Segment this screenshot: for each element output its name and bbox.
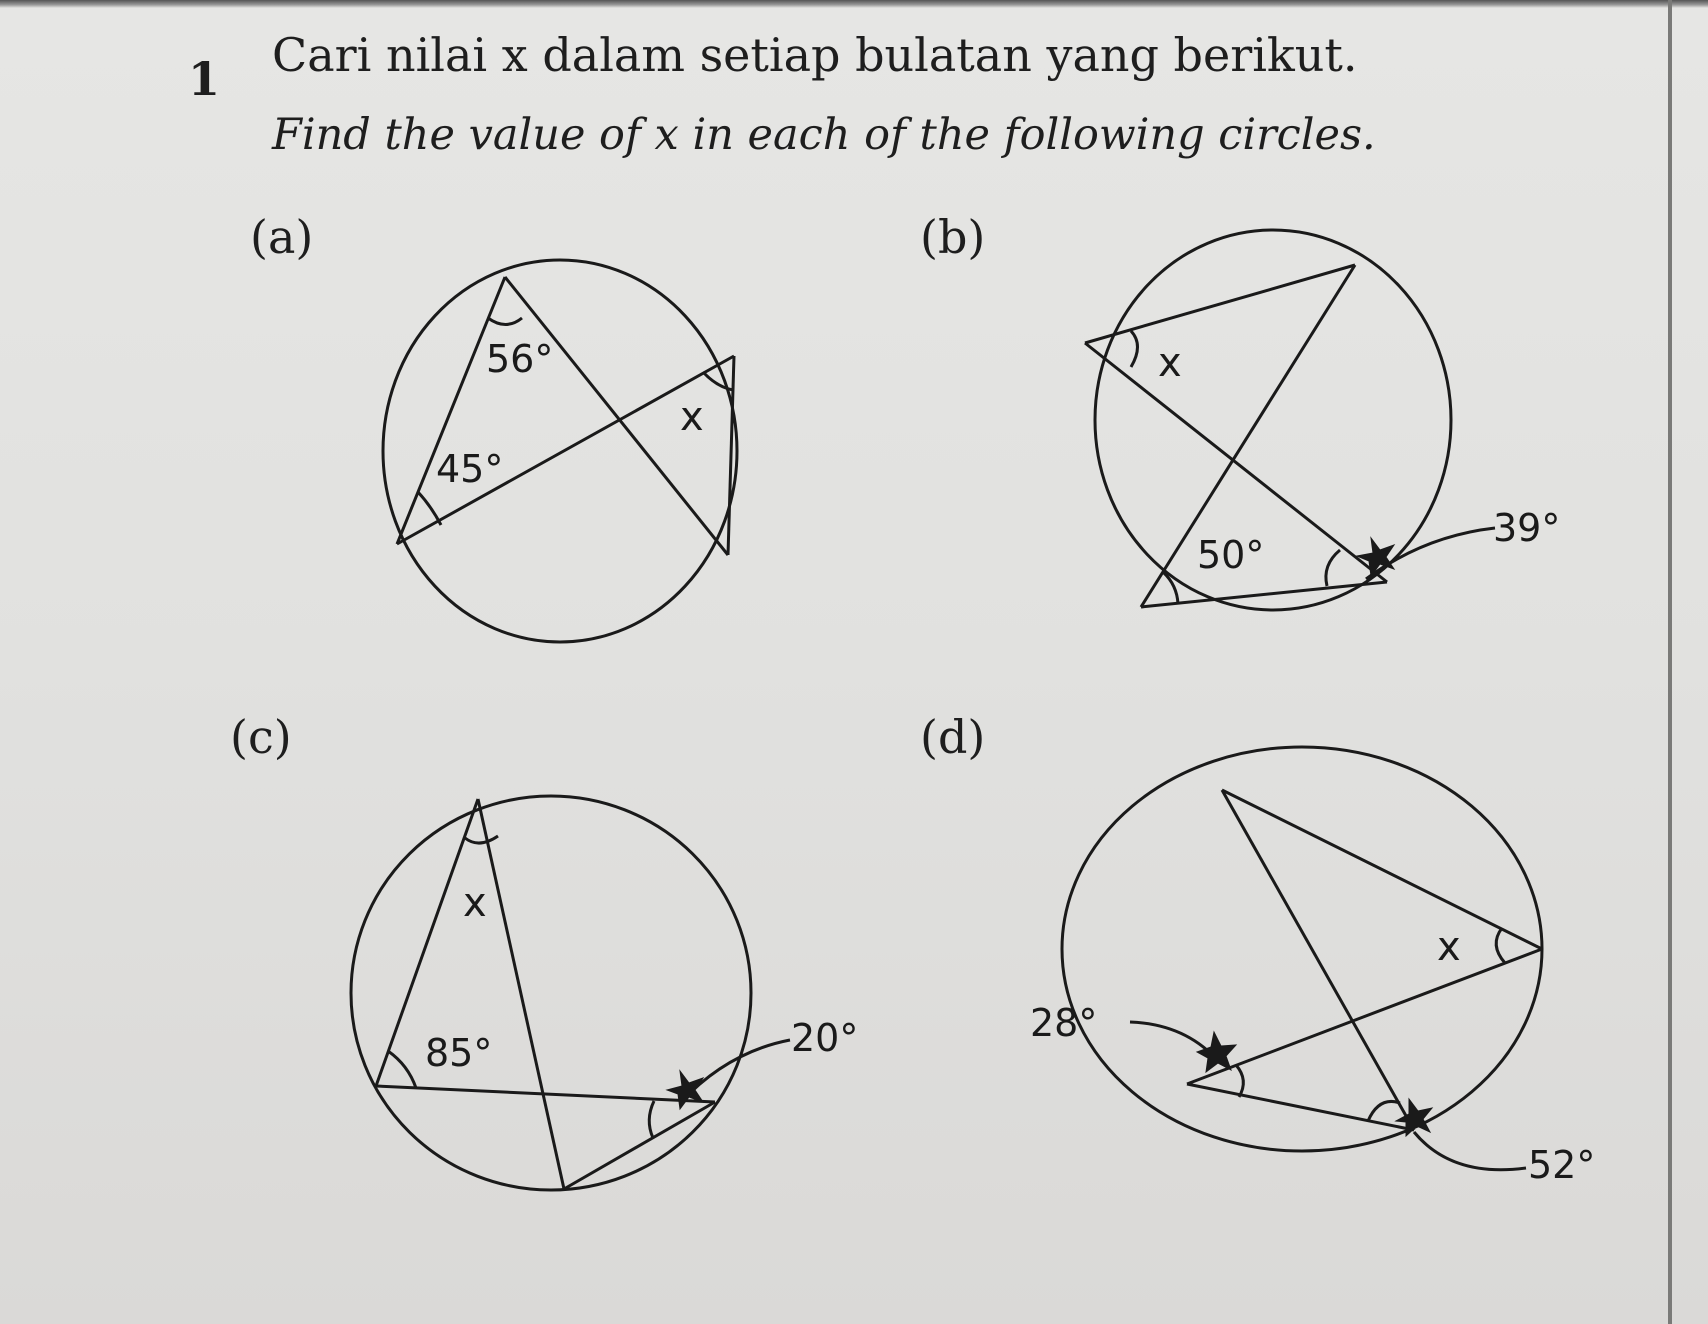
arrow-icon-d2 bbox=[1396, 1099, 1432, 1136]
figure-c bbox=[351, 796, 790, 1190]
angle-arc-b-x bbox=[1131, 331, 1138, 367]
angle-arc-a-56 bbox=[488, 318, 522, 325]
arrow-icon-c bbox=[667, 1071, 703, 1109]
angle-arc-c-20 bbox=[649, 1101, 654, 1138]
angle-arc-c-85 bbox=[388, 1051, 416, 1088]
part-label-d: (d) bbox=[920, 710, 986, 764]
angle-label-c-20: 20° bbox=[791, 1016, 859, 1060]
circle-d bbox=[1062, 747, 1542, 1151]
angle-arc-d-x bbox=[1496, 928, 1505, 963]
angle-label-b-39: 39° bbox=[1493, 506, 1561, 550]
angle-arc-a-45 bbox=[418, 492, 441, 525]
angle-label-a-56: 56° bbox=[486, 337, 554, 381]
angle-arc-b-39 bbox=[1326, 550, 1340, 586]
angle-label-d-52: 52° bbox=[1528, 1143, 1596, 1187]
part-label-b: (b) bbox=[920, 210, 986, 264]
arrow-icon-b bbox=[1357, 538, 1394, 576]
angle-label-a-x: x bbox=[680, 394, 704, 440]
angle-arc-c-x bbox=[465, 836, 498, 843]
question-text-english: Find the value of x in each of the following circles. bbox=[272, 110, 1376, 160]
angle-arc-d-28 bbox=[1236, 1065, 1243, 1097]
angle-arc-a-x bbox=[703, 372, 733, 390]
figure-d bbox=[1062, 747, 1542, 1170]
angle-label-a-45: 45° bbox=[436, 447, 504, 491]
question-text-malay: Cari nilai x dalam setiap bulatan yang berikut. bbox=[272, 28, 1358, 82]
part-label-c: (c) bbox=[230, 710, 292, 764]
part-label-a: (a) bbox=[250, 210, 314, 264]
question-number: 1 bbox=[188, 52, 221, 106]
leader-d-52 bbox=[1414, 1132, 1526, 1170]
angle-label-b-x: x bbox=[1158, 340, 1182, 386]
angle-label-c-85: 85° bbox=[425, 1031, 493, 1075]
angle-label-d-x: x bbox=[1437, 924, 1461, 970]
angle-label-b-50: 50° bbox=[1197, 533, 1265, 577]
circle-b bbox=[1095, 230, 1451, 610]
angle-label-d-28: 28° bbox=[1030, 1001, 1098, 1045]
angle-arc-d-52 bbox=[1368, 1101, 1400, 1121]
angle-label-c-x: x bbox=[463, 880, 487, 926]
figure-b bbox=[1085, 230, 1495, 610]
